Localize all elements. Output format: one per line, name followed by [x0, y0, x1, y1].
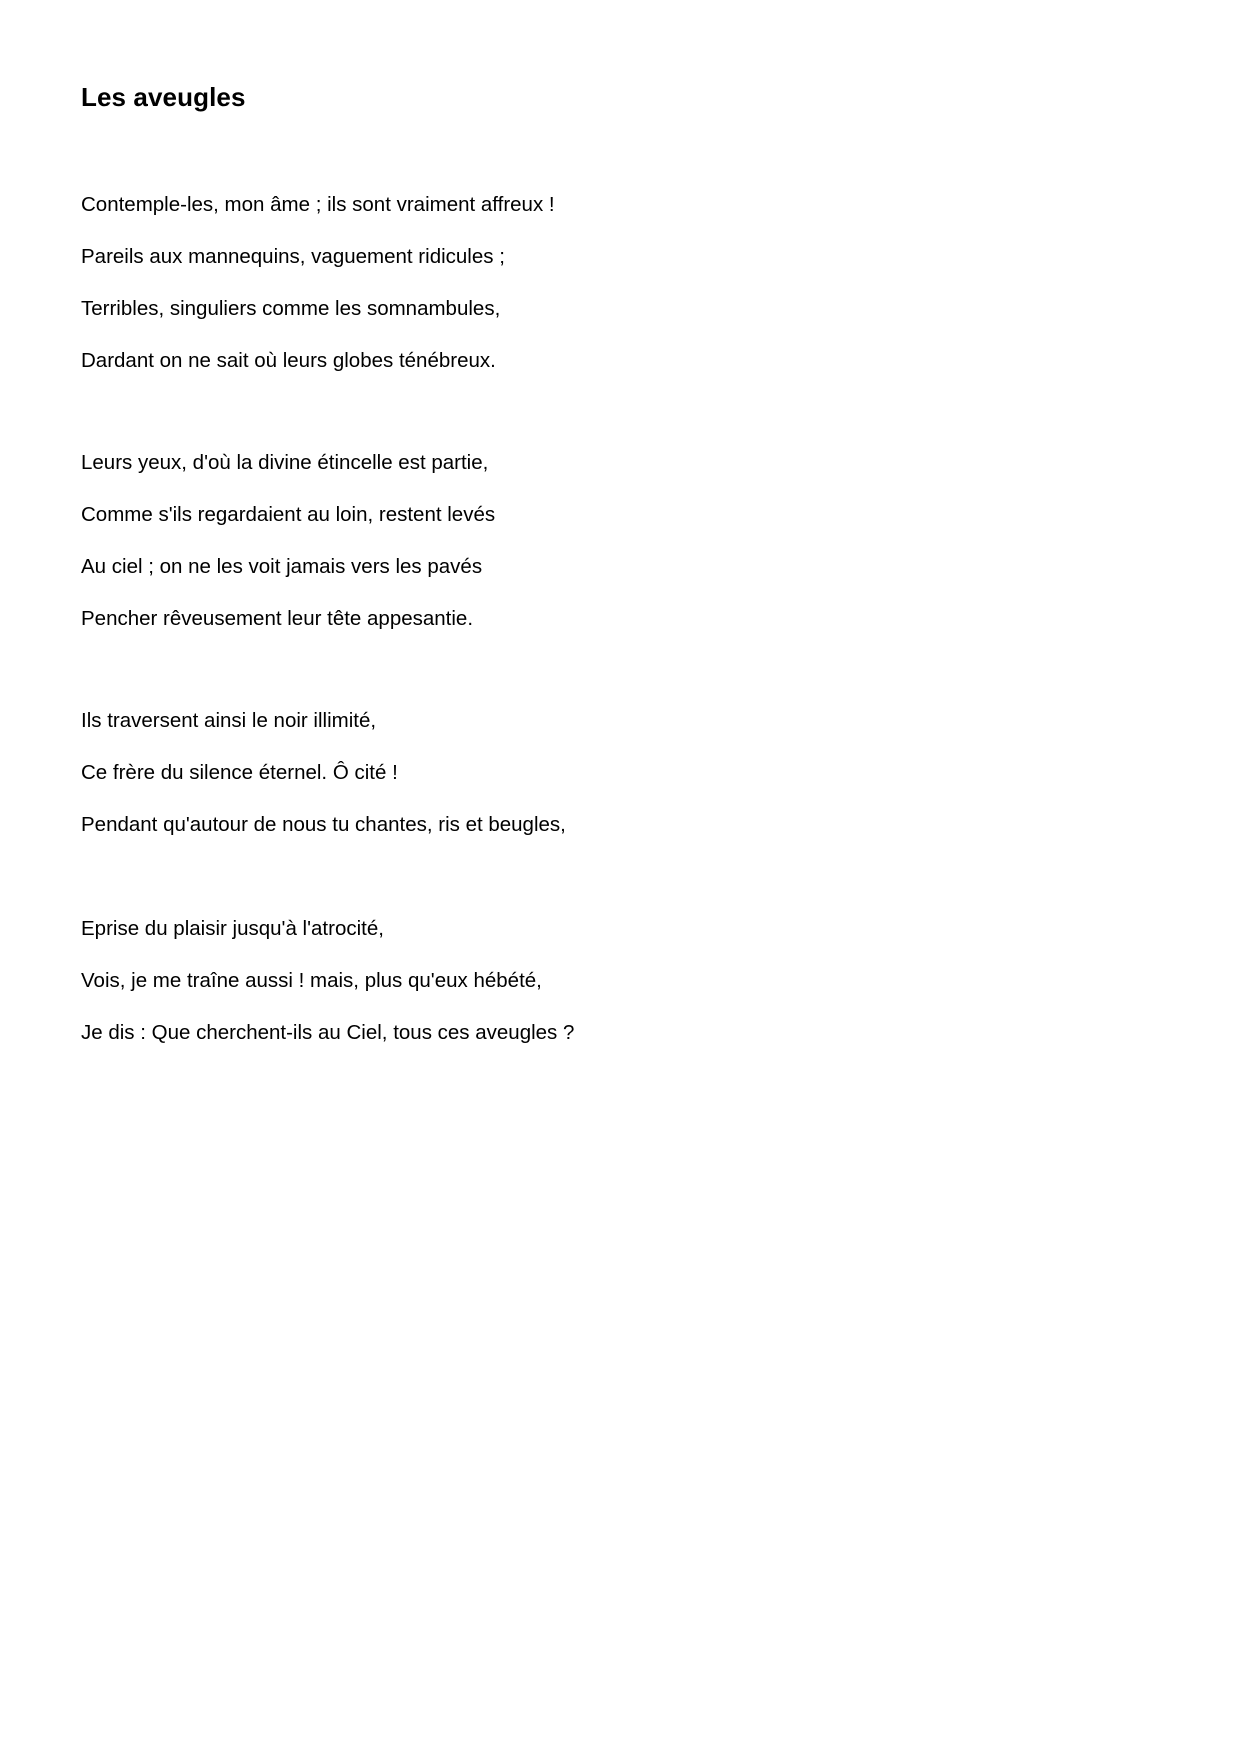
poem-title: Les aveugles [81, 82, 246, 112]
poem-line: Pareils aux mannequins, vaguement ridicules ; [81, 245, 505, 268]
poem-line: Ce frère du silence éternel. Ô cité ! [81, 761, 398, 784]
poem-line: Terribles, singuliers comme les somnambules, [81, 297, 501, 320]
poem-line: Je dis : Que cherchent-ils au Ciel, tous ces aveugles ? [81, 1021, 575, 1044]
poem-line: Comme s'ils regardaient au loin, restent levés [81, 503, 496, 526]
poem-line: Au ciel ; on ne les voit jamais vers les pavés [81, 555, 483, 578]
poem-line: Eprise du plaisir jusqu'à l'atrocité, [81, 917, 384, 940]
poem-line: Pencher rêveusement leur tête appesantie. [81, 607, 474, 630]
poem-line: Dardant on ne sait où leurs globes ténébreux. [81, 349, 496, 372]
poem-line: Ils traversent ainsi le noir illimité, [81, 709, 377, 732]
poem-line: Leurs yeux, d'où la divine étincelle est partie, [81, 451, 489, 474]
poem-line: Contemple-les, mon âme ; ils sont vraiment affreux ! [81, 193, 555, 216]
poem-line: Vois, je me traîne aussi ! mais, plus qu'eux hébété, [81, 969, 542, 992]
poem-line: Pendant qu'autour de nous tu chantes, ris et beugles, [81, 813, 566, 836]
